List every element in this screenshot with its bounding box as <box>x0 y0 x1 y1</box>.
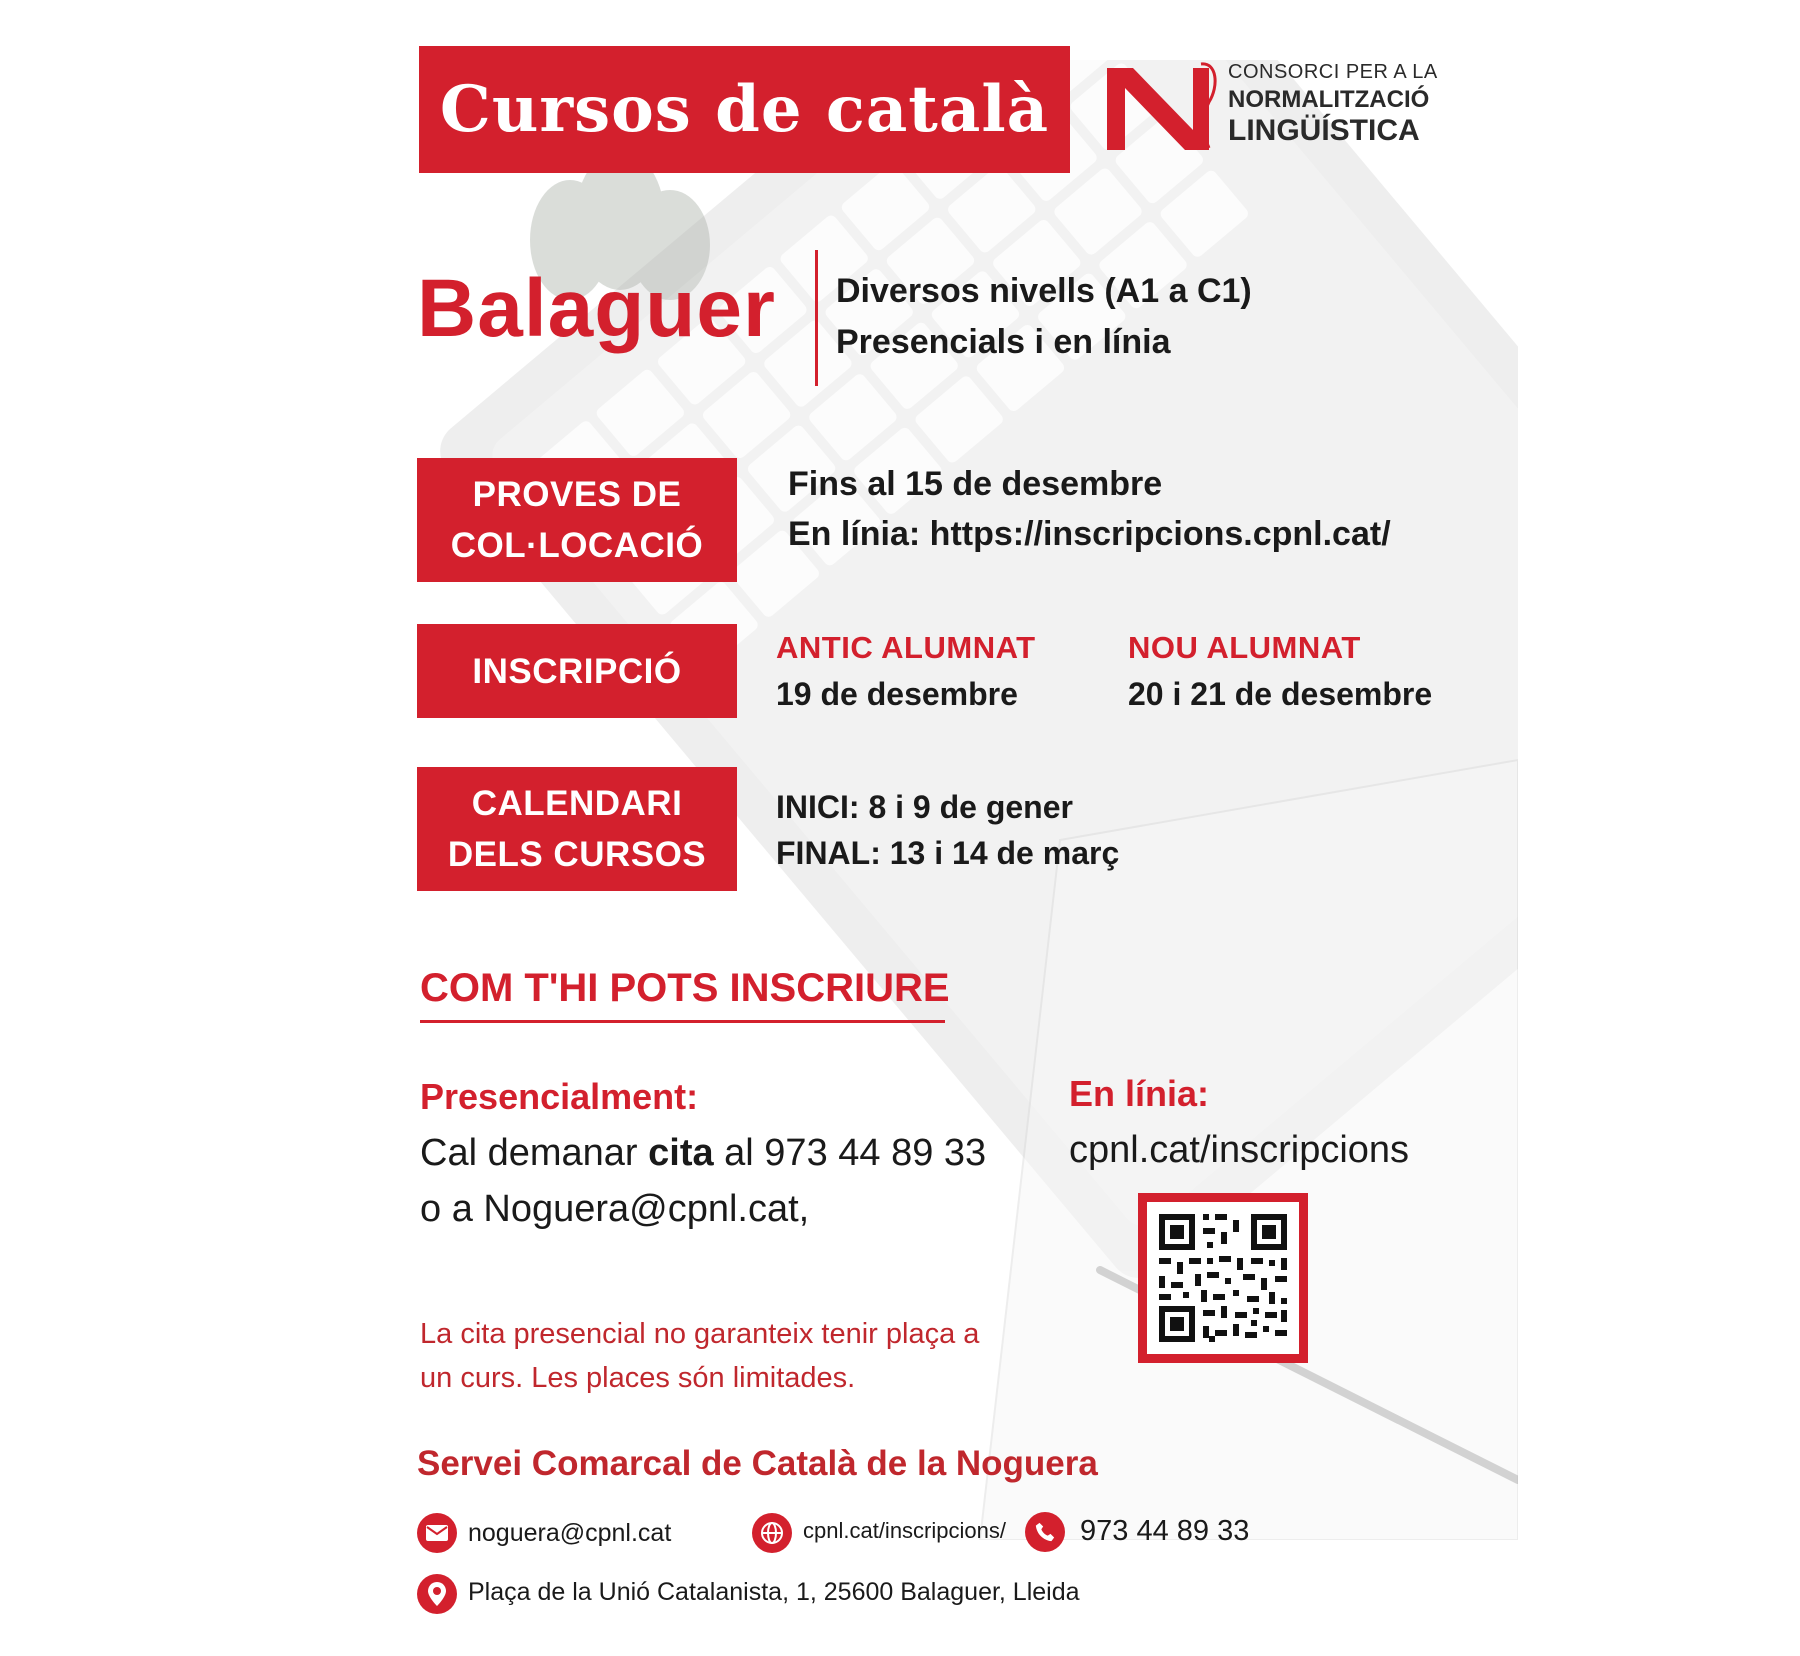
registration-label: INSCRIPCIÓ <box>472 651 682 691</box>
calendar-details <box>776 784 1119 876</box>
location-pin-icon <box>417 1574 457 1614</box>
availability-note <box>420 1312 979 1400</box>
service-name: Servei Comarcal de Català de la Noguera <box>417 1444 1098 1483</box>
appointment-word: cita <box>648 1132 714 1174</box>
note-line-1: La cita presencial no garanteix tenir plaça a <box>420 1318 980 1350</box>
placement-details <box>788 459 1391 559</box>
qr-code-area <box>1147 1202 1299 1354</box>
online-url[interactable]: cpnl.cat/inscripcions <box>1069 1129 1410 1171</box>
calendar-label-box <box>417 767 737 891</box>
online-heading: En línia: <box>1069 1073 1210 1114</box>
contact-phone[interactable]: 973 44 89 33 <box>1080 1515 1250 1547</box>
heading-underline <box>420 1020 945 1023</box>
new-students-date: 20 i 21 de desembre <box>1128 676 1433 712</box>
city-heading: Balaguer <box>417 263 776 354</box>
registration-label-box <box>417 624 737 718</box>
logo-line-2: NORMALITZACIÓ <box>1228 86 1430 113</box>
contact-email[interactable]: noguera@cpnl.cat <box>468 1519 672 1547</box>
former-students-label: ANTIC ALUMNAT <box>776 630 1036 665</box>
in-person-text-pre: Cal demanar <box>420 1132 649 1174</box>
placement-deadline: Fins al 15 de desembre <box>788 465 1163 503</box>
former-students-date: 19 de desembre <box>776 676 1018 712</box>
in-person-email: o a Noguera@cpnl.cat, <box>420 1188 810 1230</box>
how-to-register-heading: COM T'HI POTS INSCRIURE <box>420 966 950 1010</box>
modality-text: Presencials i en línia <box>836 323 1171 361</box>
placement-label-box <box>417 458 737 582</box>
vertical-divider <box>815 250 818 386</box>
placement-online-link[interactable]: En línia: https://inscripcions.cpnl.cat/ <box>788 515 1391 553</box>
in-person-phone: al 973 44 89 33 <box>713 1132 987 1174</box>
placement-label-line2: COL·LOCACIÓ <box>450 526 704 565</box>
note-line-2: un curs. Les places són limitades. <box>420 1362 856 1394</box>
phone-icon <box>1025 1512 1065 1552</box>
course-start: INICI: 8 i 9 de gener <box>776 789 1073 825</box>
in-person-details <box>420 1125 986 1237</box>
globe-icon <box>752 1513 792 1553</box>
mail-icon <box>417 1513 457 1553</box>
qr-code-icon[interactable] <box>1147 1202 1299 1354</box>
contact-website[interactable]: cpnl.cat/inscripcions/ <box>803 1518 1006 1543</box>
calendar-label-line1: CALENDARI <box>471 784 683 823</box>
course-summary <box>836 266 1252 368</box>
placement-label-line1: PROVES DE <box>472 475 682 514</box>
in-person-heading: Presencialment: <box>420 1076 699 1117</box>
logo-line-3: LINGÜÍSTICA <box>1228 114 1420 147</box>
logo-text <box>1228 62 1438 146</box>
levels-text: Diversos nivells (A1 a C1) <box>836 272 1252 310</box>
page-title: Cursos de català <box>439 72 1050 147</box>
contact-address: Plaça de la Unió Catalanista, 1, 25600 Balaguer, Lleida <box>468 1578 1080 1606</box>
new-students-label: NOU ALUMNAT <box>1128 630 1361 665</box>
course-end: FINAL: 13 i 14 de març <box>776 835 1120 871</box>
logo-line-1: CONSORCI PER A LA <box>1228 61 1438 83</box>
calendar-label-line2: DELS CURSOS <box>447 835 707 874</box>
title-banner <box>419 46 1070 173</box>
